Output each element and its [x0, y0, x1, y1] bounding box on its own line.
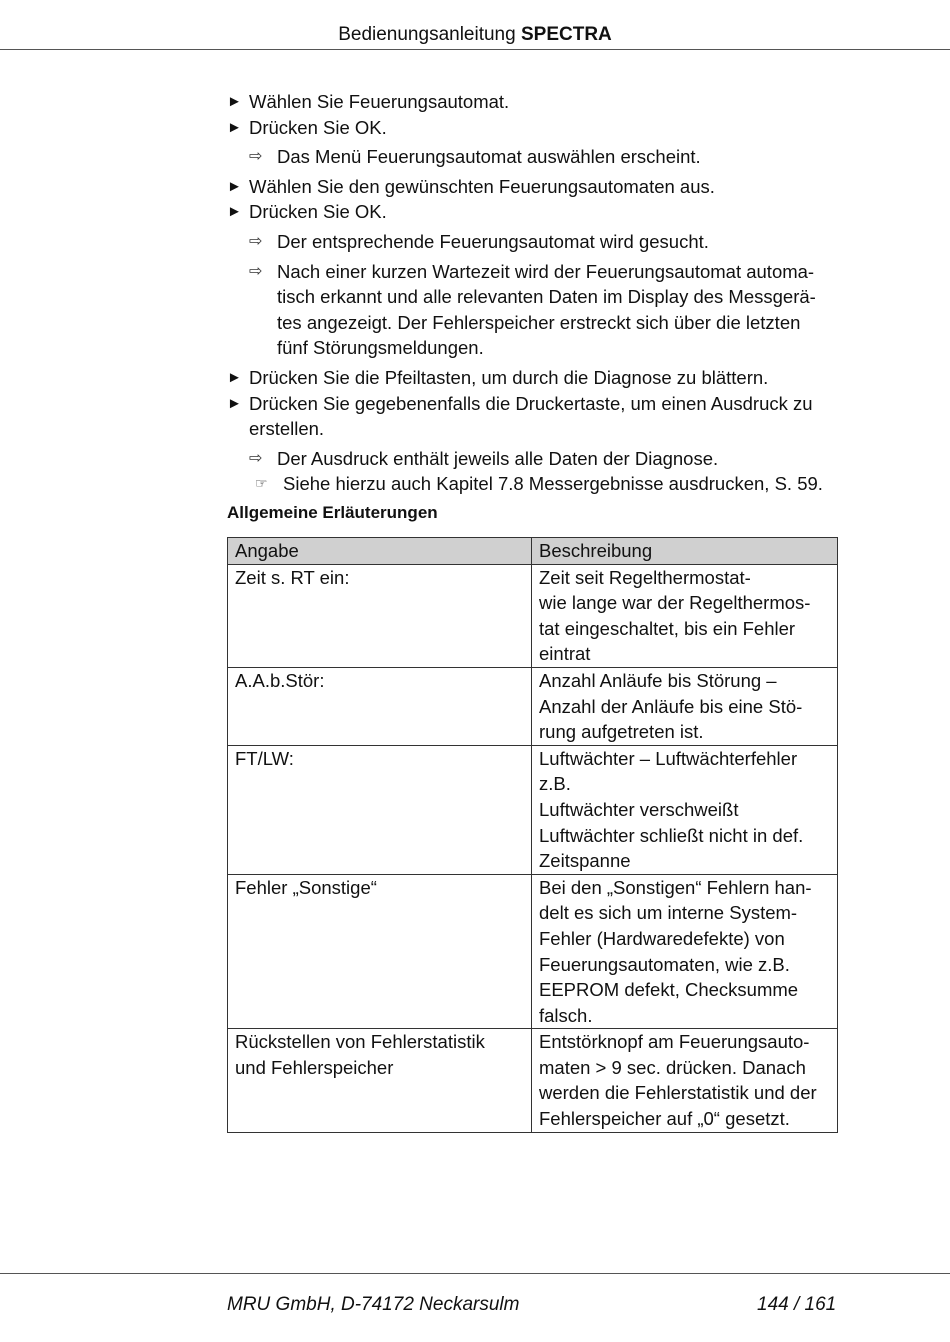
instruction-step — [227, 89, 837, 115]
cell-angabe — [228, 745, 532, 874]
cell-beschreibung — [532, 1029, 838, 1132]
header-title: Bedienungsanleitung — [338, 24, 516, 45]
arrow-bullet-icon: ► — [227, 93, 242, 110]
cell-angabe — [228, 1029, 532, 1132]
instruction-step — [227, 199, 837, 225]
cell-beschreibung — [532, 564, 838, 667]
instruction-text: Siehe hierzu auch Kapitel 7.8 Messergebnisse ausdrucken, S. 59. — [283, 473, 823, 495]
header-product: SPECTRA — [520, 24, 612, 45]
instruction-text: Wählen Sie Feuerungsautomat. — [249, 91, 510, 112]
result-arrow-icon: ⇨ — [249, 449, 263, 467]
cell-text: Anzahl Anläufe bis Störung – Anzahl der Anläufe bis eine Stö- rung aufgetreten ist. — [539, 669, 803, 743]
instruction-reference — [227, 471, 837, 497]
instruction-text: Der entsprechende Feuerungsautomat wird gesucht. — [277, 230, 709, 252]
page-header — [0, 22, 950, 48]
arrow-bullet-icon: ► — [227, 118, 242, 136]
table-row — [228, 564, 838, 667]
cell-angabe — [228, 874, 532, 1029]
column-header-angabe: Angabe — [228, 538, 532, 565]
instruction-text: Das Menü Feuerungsautomat auswählen erscheint. — [277, 146, 701, 168]
pointing-hand-icon: ☞ — [255, 475, 268, 492]
arrow-bullet-icon: ► — [227, 177, 242, 195]
cell-text: Zeit s. RT ein: — [235, 566, 350, 588]
cell-beschreibung — [532, 667, 838, 745]
cell-text: Entstörknopf am Feuerungsauto- maten > 9 sec. drücken. Danach werden die Fehlerstatistik und der Fehlerspeicher auf „0“ gesetzt. — [539, 1031, 817, 1130]
cell-text: FT/LW: — [235, 747, 294, 769]
footer-divider — [0, 1273, 950, 1274]
table-row — [228, 1029, 838, 1132]
instruction-text: Der Ausdruck enthält jeweils alle Daten der Diagnose. — [277, 447, 719, 469]
instruction-result — [227, 144, 837, 170]
result-arrow-icon: ⇨ — [249, 262, 263, 280]
instruction-text: Drücken Sie OK. — [249, 116, 387, 138]
instruction-text: Wählen Sie den gewünschten Feuerungsautomaten aus. — [249, 175, 715, 197]
instruction-text: Drücken Sie gegebenenfalls die Druckertaste, um einen Ausdruck zu erstellen. — [249, 392, 813, 440]
result-arrow-icon: ⇨ — [249, 232, 263, 250]
explanations-table — [227, 537, 838, 1133]
header-divider — [0, 49, 950, 50]
cell-text: Luftwächter – Luftwächterfehler z.B. Luftwächter verschweißt Luftwächter schließt nicht in def. Zeitspanne — [539, 747, 804, 872]
footer-company: MRU GmbH, D-74172 Neckarsulm — [227, 1294, 520, 1315]
instruction-result — [227, 229, 837, 255]
section-title: Allgemeine Erläuterungen — [227, 503, 438, 522]
cell-text: Zeit seit Regelthermostat- wie lange war der Regelthermos- tat eingeschaltet, bis ein Fehler eintrat — [539, 566, 811, 665]
column-header-beschreibung: Beschreibung — [532, 538, 838, 565]
arrow-bullet-icon: ► — [227, 203, 242, 221]
table-row — [228, 667, 838, 745]
instruction-step — [227, 391, 837, 442]
instruction-step — [227, 174, 837, 200]
table-row — [228, 745, 838, 874]
cell-text: Rückstellen von Fehlerstatistik und Fehlerspeicher — [235, 1031, 485, 1078]
cell-beschreibung — [532, 874, 838, 1029]
footer-page-number: 144 / 161 — [757, 1294, 837, 1315]
instruction-text: Drücken Sie die Pfeiltasten, um durch die Diagnose zu blättern. — [249, 366, 769, 388]
arrow-bullet-icon: ► — [227, 368, 242, 386]
table-row — [228, 874, 838, 1029]
instruction-list — [227, 89, 837, 497]
instruction-text: Drücken Sie OK. — [249, 201, 387, 223]
instruction-result — [227, 446, 837, 472]
cell-angabe — [228, 564, 532, 667]
cell-beschreibung — [532, 745, 838, 874]
instruction-step — [227, 115, 837, 141]
cell-text: Fehler „Sonstige“ — [235, 876, 377, 898]
instruction-step — [227, 365, 837, 391]
cell-angabe — [228, 667, 532, 745]
table-header-row — [228, 538, 838, 565]
arrow-bullet-icon: ► — [227, 394, 242, 412]
result-arrow-icon: ⇨ — [249, 148, 263, 166]
instruction-text: Nach einer kurzen Wartezeit wird der Feuerungsautomat automa- tisch erkannt und alle relevanten Daten im Display des Messgerä- tes angezeigt. Der Fehlerspeicher erstreckt sich über die letzten fünf Störungsmeldungen. — [277, 260, 816, 359]
instruction-result — [227, 259, 837, 361]
cell-text: A.A.b.Stör: — [235, 669, 325, 691]
cell-text: Bei den „Sonstigen“ Fehlern han- delt es sich um interne System- Fehler (Hardwaredefekte) von Feuerungsautomaten, wie z.B. EEPROM defekt, Checksumme falsch. — [539, 876, 812, 1026]
